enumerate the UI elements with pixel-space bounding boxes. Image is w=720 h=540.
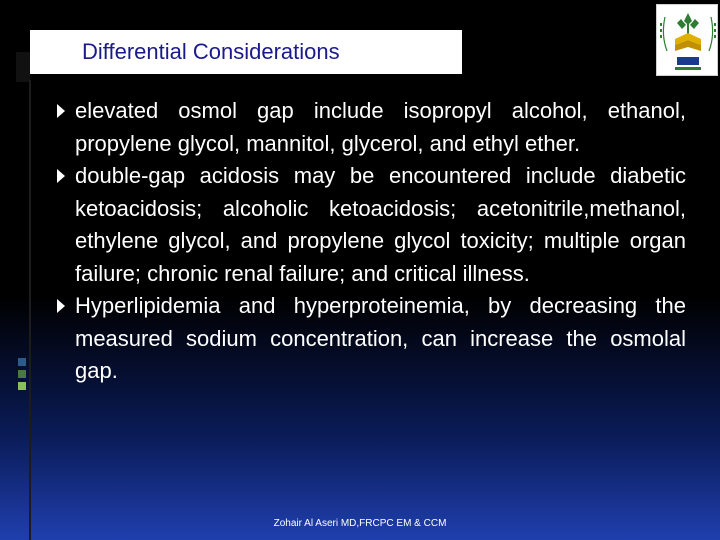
bullet-item <box>54 160 686 290</box>
side-line <box>29 80 31 540</box>
bullet-marker-icon <box>56 168 66 184</box>
accent-block <box>16 52 30 82</box>
bullet-text: double-gap acidosis may be encountered include diabetic ketoacidosis; alcoholic ketoacidosis; acetonitrile,methanol, ethylene glycol, and propylene glycol toxicity; multiple organ failure; chronic renal failure; and critical illness. <box>75 163 686 286</box>
king-saud-university-emblem-icon <box>657 5 719 77</box>
bullet-item <box>54 95 686 160</box>
slide-footer: Zohair Al Aseri MD,FRCPC EM & CCM <box>273 518 447 529</box>
side-square-1 <box>18 358 26 366</box>
bullet-text: Hyperlipidemia and hyperproteinemia, by decreasing the measured sodium concentration, can increase the osmolal gap. <box>75 293 686 383</box>
bullet-marker-icon <box>56 298 66 314</box>
title-box <box>30 30 462 74</box>
slide-title: Differential Considerations <box>82 39 340 64</box>
university-logo <box>656 4 718 76</box>
bullet-item <box>54 290 686 388</box>
bullet-list <box>54 95 686 388</box>
side-square-2 <box>18 370 26 378</box>
side-square-3 <box>18 382 26 390</box>
bullet-text: elevated osmol gap include isopropyl alcohol, ethanol, propylene glycol, mannitol, glycerol, and ethyl ether. <box>75 98 686 156</box>
bullet-marker-icon <box>56 103 66 119</box>
